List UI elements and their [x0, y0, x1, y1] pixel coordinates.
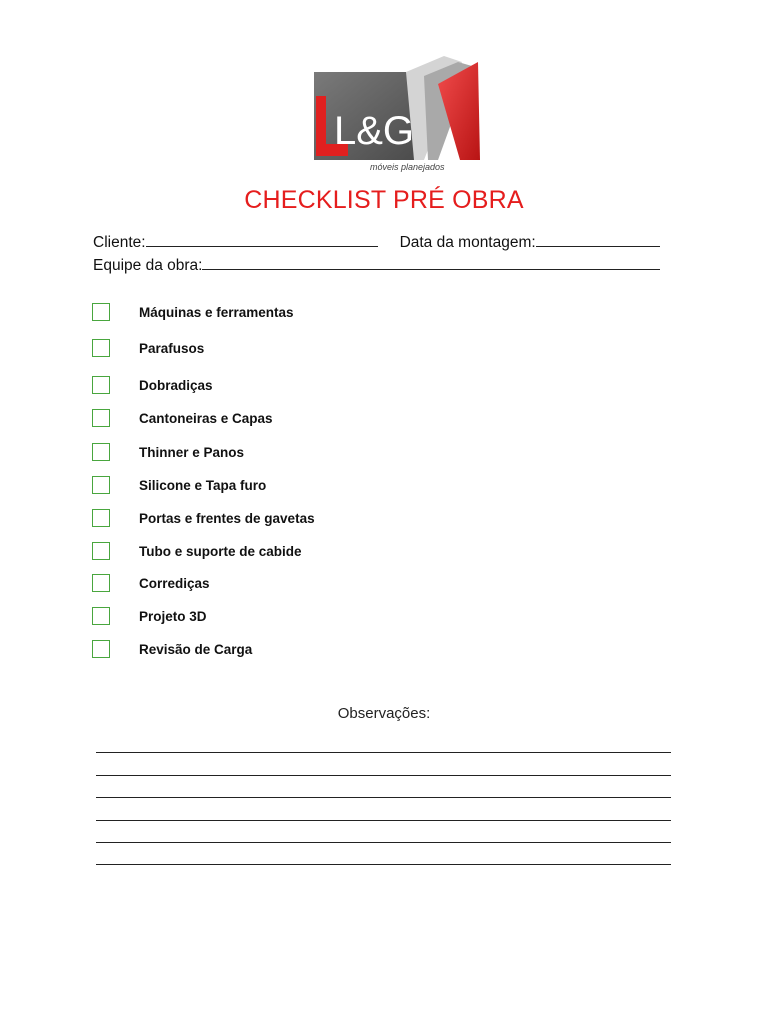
checklist-item [92, 607, 592, 631]
checklist-item-label: Corrediças [139, 576, 210, 591]
checklist-item [92, 339, 592, 363]
checklist-item [92, 409, 592, 433]
checklist-item-label: Revisão de Carga [139, 642, 253, 657]
checkbox[interactable] [92, 640, 110, 658]
observations-label: Observações: [337, 705, 431, 722]
logo-mark: L&G [334, 109, 415, 153]
checklist-item-label: Silicone e Tapa furo [139, 478, 267, 493]
checklist-item [92, 476, 592, 500]
checkbox[interactable] [92, 443, 110, 461]
checkbox[interactable] [92, 607, 110, 625]
page-title: CHECKLIST PRÉ OBRA [244, 186, 524, 214]
observation-line[interactable] [96, 797, 671, 798]
checklist-item [92, 303, 592, 327]
cliente-label: Cliente: [93, 234, 146, 251]
observation-line[interactable] [96, 864, 671, 865]
checklist-item [92, 574, 592, 598]
checkbox[interactable] [92, 376, 110, 394]
equipe-label: Equipe da obra: [93, 257, 203, 274]
logo-tagline: móveis planejados [370, 162, 445, 172]
checklist-item [92, 509, 592, 533]
checklist-item-label: Parafusos [139, 341, 205, 356]
checklist-item [92, 443, 592, 467]
checklist-item [92, 542, 592, 566]
checklist-item-label: Máquinas e ferramentas [139, 305, 294, 320]
checkbox[interactable] [92, 303, 110, 321]
checklist-item [92, 376, 592, 400]
checklist-item [92, 640, 592, 664]
checkbox[interactable] [92, 509, 110, 527]
checklist-item-label: Projeto 3D [139, 609, 207, 624]
observation-line[interactable] [96, 820, 671, 821]
checklist-item-label: Cantoneiras e Capas [139, 411, 273, 426]
checklist-item-label: Thinner e Panos [139, 445, 245, 460]
observation-line[interactable] [96, 842, 671, 843]
checkbox[interactable] [92, 339, 110, 357]
checkbox[interactable] [92, 574, 110, 592]
observation-line[interactable] [96, 775, 671, 776]
checkbox[interactable] [92, 409, 110, 427]
checklist-item-label: Tubo e suporte de cabide [139, 544, 302, 559]
checkbox[interactable] [92, 542, 110, 560]
checklist-item-label: Dobradiças [139, 378, 213, 393]
checklist-item-label: Portas e frentes de gavetas [139, 511, 315, 526]
checkbox[interactable] [92, 476, 110, 494]
data-montagem-label: Data da montagem: [399, 234, 536, 251]
observation-line[interactable] [96, 752, 671, 753]
